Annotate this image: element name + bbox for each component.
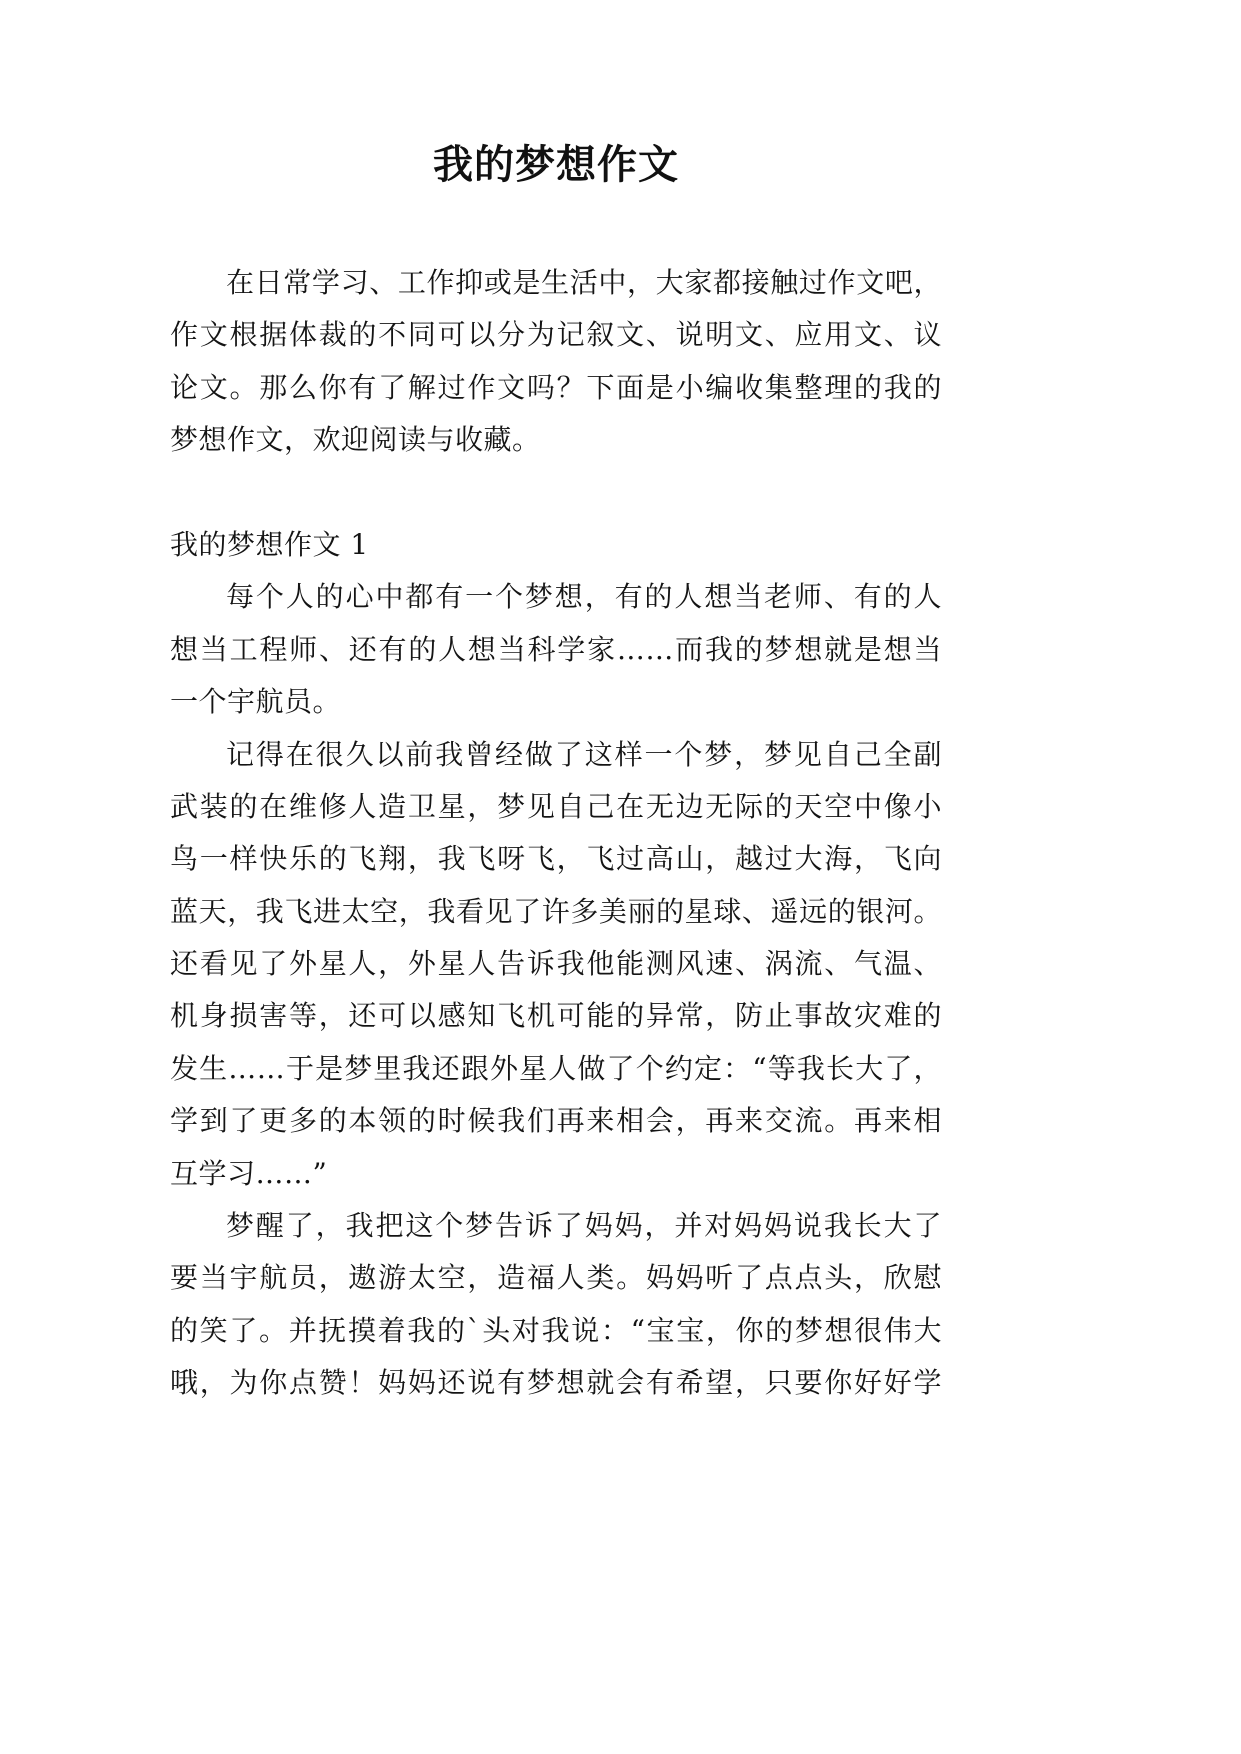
body-paragraph [170, 1200, 942, 1410]
intro-paragraph [170, 257, 942, 467]
text-line: 武装的在维修人造卫星，梦见自己在无边无际的天空中像小 [170, 789, 942, 823]
section-heading: 我的梦想作文 1 [170, 527, 369, 561]
text-line: 还看见了外星人，外星人告诉我他能测风速、涡流、气温、 [170, 947, 942, 981]
text-line: 哦，为你点赞！妈妈还说有梦想就会有希望，只要你好好学 [170, 1366, 942, 1400]
text-line: 梦想作文，欢迎阅读与收藏。 [170, 423, 541, 457]
text-line: 每个人的心中都有一个梦想，有的人想当老师、有的人 [226, 580, 942, 614]
text-line: 一个宇航员。 [170, 685, 342, 719]
document-title: 我的梦想作文 [433, 141, 679, 188]
text-line: 发生……于是梦里我还跟外星人做了个约定：“等我长大了， [170, 1051, 942, 1085]
text-line: 论文。那么你有了解过作文吗？下面是小编收集整理的我的 [170, 370, 942, 404]
text-line: 学到了更多的本领的时候我们再来相会，再来交流。再来相 [170, 1104, 942, 1138]
text-line: 记得在很久以前我曾经做了这样一个梦，梦见自己全副 [226, 737, 942, 771]
text-line: 作文根据体裁的不同可以分为记叙文、说明文、应用文、议 [170, 318, 942, 352]
text-line: 的笑了。并抚摸着我的`头对我说：“宝宝，你的梦想很伟大 [170, 1313, 942, 1347]
text-line: 互学习……” [170, 1156, 328, 1190]
body-paragraph [170, 729, 942, 1201]
text-line: 鸟一样快乐的飞翔，我飞呀飞，飞过高山，越过大海，飞向 [170, 842, 942, 876]
body-paragraph [170, 571, 942, 728]
text-line: 蓝天，我飞进太空，我看见了许多美丽的星球、遥远的银河。 [170, 894, 942, 928]
text-line: 梦醒了，我把这个梦告诉了妈妈，并对妈妈说我长大了 [226, 1209, 942, 1243]
text-line: 要当宇航员，遨游太空，造福人类。妈妈听了点点头，欣慰 [170, 1261, 942, 1295]
document-body [170, 257, 942, 1410]
text-line: 在日常学习、工作抑或是生活中，大家都接触过作文吧， [226, 266, 942, 299]
text-line: 机身损害等，还可以感知飞机可能的异常，防止事故灾难的 [170, 999, 942, 1033]
text-line: 想当工程师、还有的人想当科学家……而我的梦想就是想当 [170, 632, 942, 666]
blank-line [170, 467, 942, 519]
